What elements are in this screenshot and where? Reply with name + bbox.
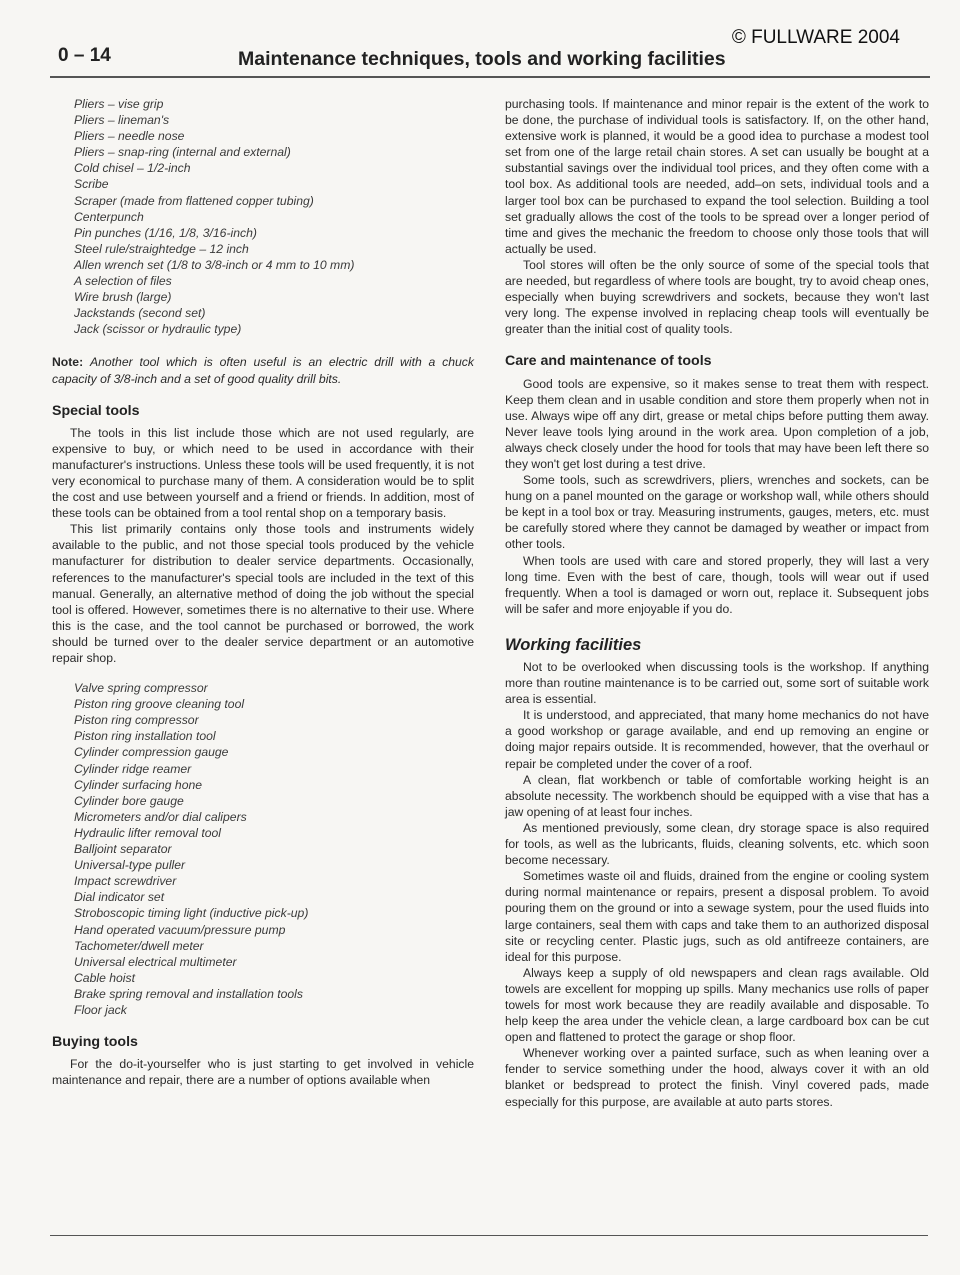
tool-list-item: Piston ring groove cleaning tool [74, 697, 245, 712]
care-heading: Care and maintenance of tools [505, 353, 712, 370]
tool-list-item: Hydraulic lifter removal tool [74, 825, 221, 840]
tool-list-item: Steel rule/straightedge – 12 inch [74, 241, 249, 256]
working-facilities-paragraph: Sometimes waste oil and fluids, drained from the engine or cooling system during normal maintenance or repairs, present a disposal problem. To avoid pouring them on the ground or into a sewage system, pour the used fluids into large containers, seal them with caps and take them to an authorized disposal site or recycling center. Plastic jugs, such as old antifreeze containers, are ideal for this purpose. [505, 869, 929, 964]
tool-list-item: Jackstands (second set) [74, 306, 206, 321]
tool-list-item: Jack (scissor or hydraulic type) [74, 322, 242, 337]
buying-tools-paragraph: For the do-it-yourselfer who is just starting to get involved in vehicle maintenance and repair, there are a number of options available when [52, 1057, 474, 1088]
tool-list-item: Piston ring installation tool [74, 729, 216, 744]
tool-list-item: Scribe [74, 177, 109, 192]
page-number: 0 – 14 [58, 45, 111, 66]
tool-list-item: Cold chisel – 1/2-inch [74, 161, 191, 176]
working-facilities-paragraph: It is understood, and appreciated, that many home mechanics do not have a good workshop or garage available, and end up removing an engine or doing major repairs outside. It is recommended, however, that the overhaul or repair be completed under the cover of a roof. [505, 708, 929, 771]
tool-list-item: Micrometers and/or dial calipers [74, 809, 247, 824]
tool-list-item: Pliers – snap-ring (internal and external) [74, 145, 291, 160]
tool-list-item: Centerpunch [74, 209, 144, 224]
tool-list-item: Balljoint separator [74, 842, 172, 857]
care-paragraph: Good tools are expensive, so it makes sense to treat them with respect. Keep them clean and in usable condition and store them properly when not in use. Always wipe off any dirt, grease or metal chips before putting them away. Never leave tools lying around in the work area. Upon completion of a job, always check closely under the hood for tools that may have been left there so they won't get lost during a test drive. [505, 376, 929, 471]
tool-list-item: Floor jack [74, 1002, 127, 1017]
tool-list-item: Pliers – lineman's [74, 113, 170, 128]
footer-rule [50, 1235, 928, 1236]
header-rule [50, 76, 930, 78]
tool-list-item: Pliers – needle nose [74, 129, 185, 144]
special-tools-paragraph: The tools in this list include those which are not used regularly, are expensive to buy, or which need to be used in accordance with their manufacturer's instructions. Unless these tools will be used frequently, it is not very economical to purchase many of them. A consideration would be to split the cost and use between yourself and a friend or friends. In addition, most of these tools can be obtained from a tool rental shop on a temporary basis. [52, 425, 474, 521]
tool-list-item: A selection of files [74, 274, 172, 289]
note-text: Another tool which is often useful is an electric drill with a chuck capacity of 3/8-inch and a set of good quality drill bits. [52, 355, 474, 386]
care-paragraph: When tools are used with care and stored properly, they will last a very long time. Even with the best of care, though, tools will wear out if used frequently. When a tool is damaged or worn out, replace it. Subsequent jobs will be safer and more enjoyable if you do. [505, 553, 929, 616]
tool-list-item: Pliers – vise grip [74, 97, 164, 111]
tool-list-special [52, 680, 474, 1018]
working-facilities-paragraph: Whenever working over a painted surface, such as when leaning over a fender to service something under the hood, always cover it with an old blanket or bedspread to protect the finish. Vinyl covered pads, made especially for this purpose, are available at auto parts stores. [505, 1046, 929, 1109]
drill-note [52, 354, 474, 386]
working-facilities-paragraph: A clean, flat workbench or table of comfortable working height is an absolute necessity. The workbench should be equipped with a vise that has a jaw opening of at least four inches. [505, 772, 929, 819]
tool-list-item: Cylinder compression gauge [74, 745, 229, 760]
tool-list-item: Cylinder surfacing hone [74, 777, 203, 792]
working-facilities-heading: Working facilities [505, 635, 642, 654]
buying-tools-continued: purchasing tools. If maintenance and minor repair is the extent of the work to be done, the purchase of individual tools is satisfactory. If, on the other hand, extensive work is planned, it would be a good idea to purchase a modest tool set from one of the large retail chain stores. A set can usually be bought at a substantial savings over the individual tool prices, and they often come with a tool box. As additional tools are needed, add–on sets, individual tools and a larger tool box can be purchased to expand the tool selection. Building a tool set gradually allows the cost of the tools to be spread over a longer period of time and gives the mechanic the freedom to choose only those tools that will actually be used. [505, 97, 929, 256]
tool-list-item: Scraper (made from flattened copper tubing) [74, 193, 314, 208]
running-title: Maintenance techniques, tools and working facilities [238, 48, 726, 70]
special-tools-paragraph: This list primarily contains only those tools and instruments widely available to the public, and not those special tools produced by the vehicle manufacturer for distribution to dealer service departments. Occasionally, references to the manufacturer's special tools are included in the text of this manual. Generally, an alternative method of doing the job without the special tool is offered. However, sometimes there is no alternative to their use. Where this is the case, and the tool cannot be purchased or borrowed, the work should be turned over to the dealer service department or an automotive repair shop. [52, 522, 474, 665]
tool-list-item: Dial indicator set [74, 890, 165, 905]
tool-list-item: Universal electrical multimeter [74, 954, 237, 969]
tool-list-item: Wire brush (large) [74, 290, 172, 305]
working-facilities-paragraph: Not to be overlooked when discussing tools is the workshop. If anything more than routine maintenance is to be carried out, some sort of suitable work area is essential. [505, 660, 929, 707]
tool-list-item: Cylinder bore gauge [74, 793, 184, 808]
working-facilities-paragraph: As mentioned previously, some clean, dry storage space is also required for tools, as well as the lubricants, fluids, cleaning solvents, etc. which soon become necessary. [505, 820, 929, 868]
tool-list-item: Impact screwdriver [74, 874, 177, 889]
right-column [505, 96, 929, 1110]
buying-tools-paragraph: Tool stores will often be the only source of some of the special tools that are needed, but regardless of where tools are bought, try to avoid cheap ones, especially when buying screwdrivers and sockets, because they won't last very long. The expense involved in replacing cheap tools will eventually be greater than the initial cost of quality tools. [505, 257, 929, 337]
tool-list-item: Allen wrench set (1/8 to 3/8-inch or 4 mm to 10 mm) [74, 257, 355, 272]
tool-list-item: Pin punches (1/16, 1/8, 3/16-inch) [74, 225, 257, 240]
copyright-notice: © FULLWARE 2004 [731, 27, 900, 48]
tool-list-item: Tachometer/dwell meter [74, 938, 204, 953]
care-paragraph: Some tools, such as screwdrivers, pliers, wrenches and sockets, can be hung on a panel mounted on the garage or workshop wall, while others should be kept in a tool box or tray. Measuring instruments, gauges, meters, etc. must be carefully stored where they cannot be damaged by weather or impact from other tools. [505, 473, 929, 552]
tool-list-item: Hand operated vacuum/pressure pump [74, 922, 286, 937]
tool-list-item: Brake spring removal and installation tools [74, 986, 303, 1001]
left-column [52, 96, 474, 1088]
tool-list-general [52, 96, 474, 337]
tool-list-item: Piston ring compressor [74, 713, 199, 728]
tool-list-item: Universal-type puller [74, 858, 186, 873]
buying-tools-heading: Buying tools [52, 1034, 138, 1051]
tool-list-item: Cylinder ridge reamer [74, 761, 192, 776]
tool-list-item: Stroboscopic timing light (inductive pick-up) [74, 906, 309, 921]
note-label: Note: [52, 355, 84, 370]
working-facilities-paragraph: Always keep a supply of old newspapers and clean rags available. Old towels are excellent for mopping up spills. Many mechanics use rolls of paper towels for most work because they are readily available and disposable. To help keep the area under the vehicle clean, a large cardboard box can be cut open and flattened to protect the garage or shop floor. [505, 965, 929, 1045]
tool-list-item: Valve spring compressor [74, 681, 208, 696]
special-tools-heading: Special tools [52, 402, 140, 419]
tool-list-item: Cable hoist [74, 970, 135, 985]
